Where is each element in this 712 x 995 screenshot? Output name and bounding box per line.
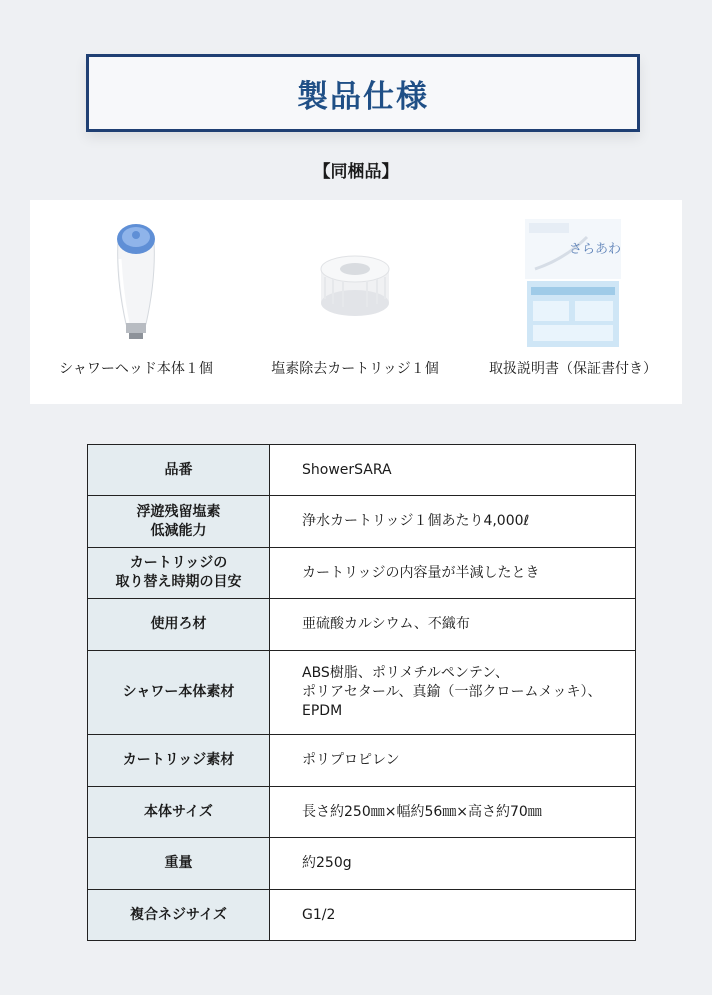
spec-value: ShowerSARA	[270, 445, 636, 496]
table-row	[88, 651, 636, 735]
spec-key: 使用ろ材	[88, 599, 270, 651]
spec-value: G1/2	[270, 890, 636, 941]
table-row	[88, 787, 636, 838]
bundle-heading: 【同梱品】	[313, 162, 399, 182]
spec-value: 長さ約250㎜×幅約56㎜×高さ約70㎜	[270, 787, 636, 838]
manual-icon	[525, 219, 621, 349]
manual-cover-text: さらあわ	[568, 242, 621, 257]
spec-value: 浄水カートリッジ１個あたり4,000ℓ	[270, 496, 636, 548]
bundle-item-label: シャワーヘッド本体１個	[59, 361, 213, 377]
table-row	[88, 735, 636, 787]
title-box	[86, 54, 640, 132]
spec-value: ABS樹脂、ポリメチルペンテン、 ポリアセタール、真鍮（一部クロームメッキ）、 EPDM	[270, 651, 636, 735]
spec-value: 約250g	[270, 838, 636, 890]
table-row	[88, 496, 636, 548]
table-row	[88, 445, 636, 496]
table-row	[88, 838, 636, 890]
spec-table	[87, 444, 636, 941]
shower-head-icon	[106, 219, 166, 349]
cartridge-icon	[315, 249, 395, 319]
bundle-items-panel	[30, 200, 682, 404]
spec-value: 亜硫酸カルシウム、不織布	[270, 599, 636, 651]
table-row	[88, 599, 636, 651]
table-row	[88, 548, 636, 599]
bundle-item-cartridge	[249, 200, 461, 404]
spec-value: ポリプロピレン	[270, 735, 636, 787]
spec-key: カートリッジ素材	[88, 735, 270, 787]
spec-key: 複合ネジサイズ	[88, 890, 270, 941]
table-row	[88, 890, 636, 941]
bundle-item-label: 塩素除去カートリッジ１個	[271, 361, 439, 377]
spec-key: 重量	[88, 838, 270, 890]
spec-key: シャワー本体素材	[88, 651, 270, 735]
bundle-item-label: 取扱説明書（保証書付き）	[489, 361, 657, 377]
spec-key: カートリッジの 取り替え時期の目安	[88, 548, 270, 599]
bundle-item-shower-head	[30, 200, 242, 404]
spec-value: カートリッジの内容量が半減したとき	[270, 548, 636, 599]
spec-key: 浮遊残留塩素 低減能力	[88, 496, 270, 548]
spec-key: 品番	[88, 445, 270, 496]
bundle-item-manual	[473, 200, 673, 404]
spec-key: 本体サイズ	[88, 787, 270, 838]
page-title: 製品仕様	[297, 78, 429, 115]
